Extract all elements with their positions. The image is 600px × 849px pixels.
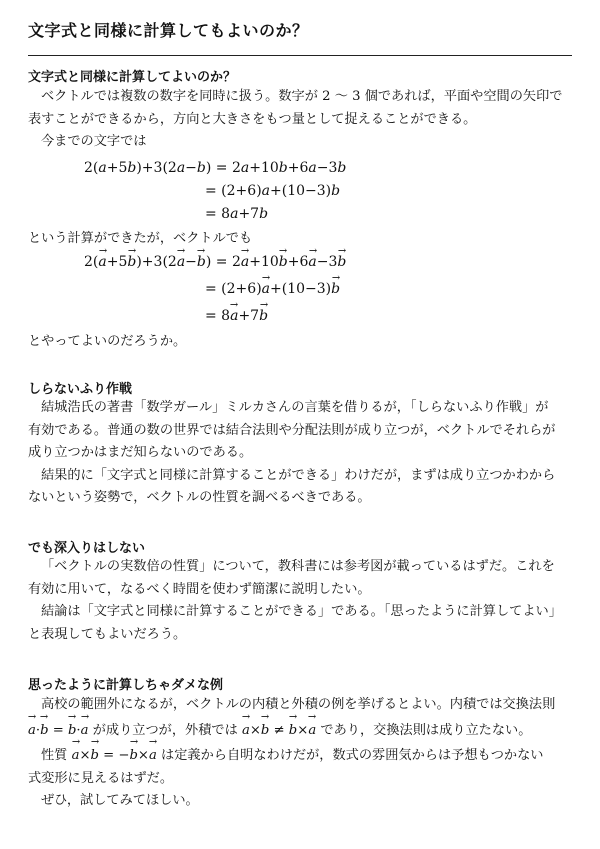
- text-line: 表すことができるから，方向と大きさをもつ量として捉えることができる。: [28, 111, 477, 127]
- section-heading-4: 思ったように計算しちゃダメな例: [28, 678, 224, 693]
- equation-line: 2(a+5b)+3(2a−b) = 2a+10b+6a−3b: [84, 160, 347, 176]
- equation-line: = 8a+7b: [205, 206, 269, 222]
- page-title: 文字式と同様に計算してもよいのか？: [28, 21, 309, 40]
- section-heading-3: でも深入りはしない: [28, 541, 146, 556]
- paragraph-6: [28, 694, 576, 813]
- paragraph-3: [28, 331, 576, 354]
- equation-line: 2(→ a+5→ b)+3(2→ a−→ b) = 2→ a+10→ b+6→ a−3→ b: [84, 254, 346, 270]
- title-rule: [28, 55, 572, 56]
- paragraph-2: [28, 228, 576, 251]
- text-line: 性質 → a×→ b = −→ b×→ a は定義から自明なわけだが，数式の雰囲気からは予想もつかない: [28, 742, 576, 768]
- text-line: 有効に用いて，なるべく時間を使わず簡潔に説明したい。: [28, 581, 371, 597]
- equation-line: = (2+6)a+(10−3)b: [205, 183, 341, 199]
- text-line: 高校の範囲外になるが，ベクトルの内積と外積の例を挙げるとよい。内積では交換法則: [41, 697, 556, 712]
- text-line: 結果的に「文字式と同様に計算することができる」わけだが，まずは成り立つかわから: [41, 467, 556, 483]
- text-line: とやってよいのだろうか。: [28, 334, 187, 349]
- text-line: 式変形に見えるはずだ。: [28, 770, 174, 786]
- equation-line: = (2+6)→ a+(10−3)→ b: [205, 281, 340, 297]
- section-heading-1: 文字式と同様に計算してよいのか？: [28, 70, 237, 85]
- text-line: 結城浩氏の著書「数学ガール」ミルカさんの言葉を借りるが，「しらないふり作戦」が: [41, 400, 549, 415]
- paragraph-4: [28, 397, 576, 510]
- text-line: 「ベクトルの実数倍の性質」について，教科書には参考図が載っているはずだ。これを: [41, 559, 555, 574]
- text-line: という計算ができたが，ベクトルでも: [28, 231, 253, 246]
- text-line: ないという姿勢で，ベクトルの性質を調べるべきである。: [28, 490, 371, 505]
- text-line: 成り立つかはまだ知らないのである。: [28, 445, 253, 460]
- dot-product-formula: → a·→ b = → b·→ a: [28, 723, 89, 738]
- text-line: 結論は「文字式と同様に計算することができる」である。「思ったように計算してよい」: [41, 604, 562, 619]
- equation-line: = 8→ a+7→ b: [205, 308, 268, 324]
- paragraph-1: [28, 86, 576, 154]
- paragraph-5: [28, 556, 576, 646]
- text-line: 今までの文字では: [41, 134, 147, 149]
- text-line: 有効である。普通の数の世界では結合法則や分配法則が成り立つが，ベクトルでそれらが: [28, 422, 556, 438]
- text-line: と表現してもよいだろう。: [28, 626, 187, 642]
- cross-product-formula: → a×→ b ≠ → b×→ a: [242, 723, 316, 738]
- text-line: → a·→ b = → b·→ a が成り立つが，外積では → a×→ b ≠ → b×→ a であり，交換法則は成り立たない。: [28, 717, 576, 743]
- text-line: ベクトルでは複数の数字を同時に扱う。数字が 2 ～ 3 個であれば，平面や空間の矢印で: [41, 89, 563, 104]
- section-heading-2: しらないふり作戦: [28, 382, 133, 397]
- cross-product-property: → a×→ b = −→ b×→ a: [72, 748, 157, 763]
- text-line: ぜひ，試してみてほしい。: [41, 793, 199, 808]
